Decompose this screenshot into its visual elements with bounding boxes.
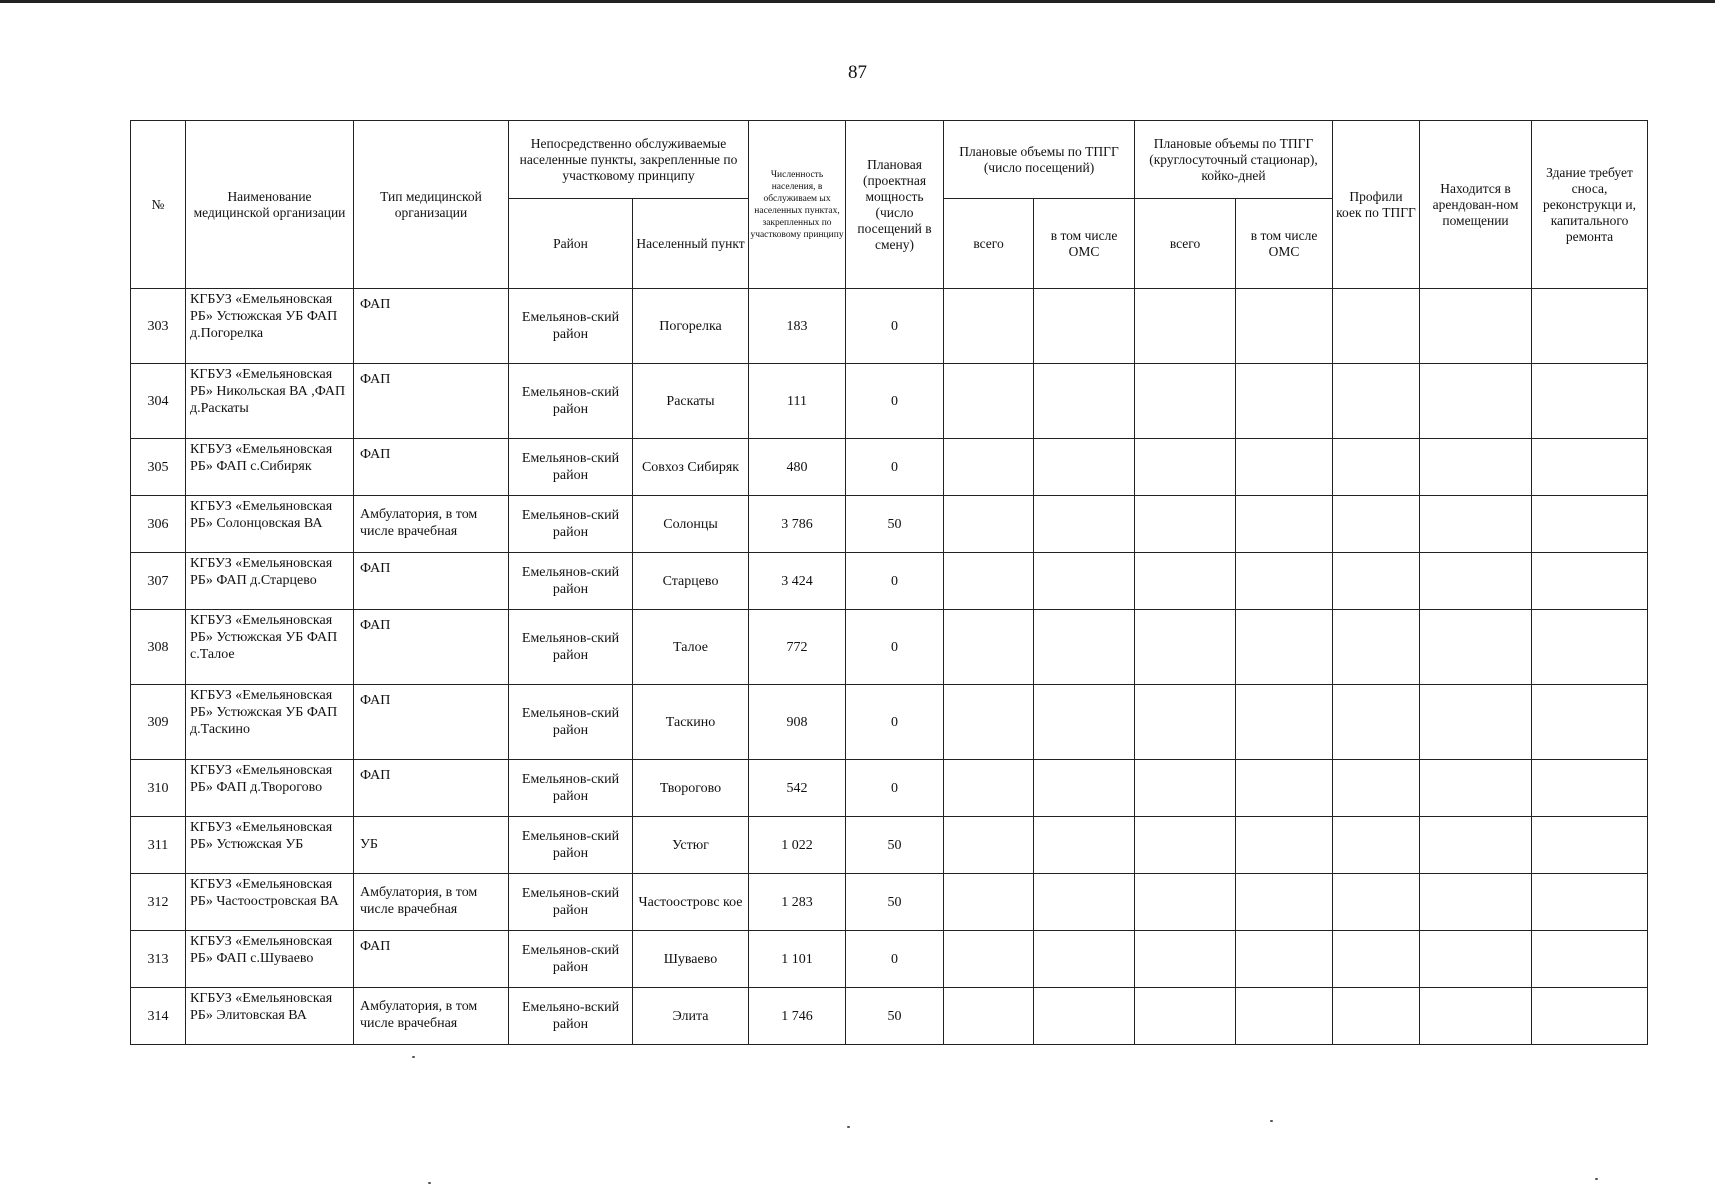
district: Емельянов-ский район	[509, 931, 633, 988]
table-row	[131, 685, 1648, 760]
row-num: 313	[131, 931, 186, 988]
header-visits-total: всего	[944, 199, 1034, 289]
org-type: УБ	[354, 817, 509, 874]
population: 111	[749, 364, 846, 439]
planned-capacity: 0	[846, 553, 944, 610]
district: Емельянов-ский район	[509, 439, 633, 496]
empty-cell	[1420, 610, 1532, 685]
medical-organizations-table	[130, 120, 1648, 1045]
row-num: 305	[131, 439, 186, 496]
settlement: Старцево	[633, 553, 749, 610]
empty-cell	[1420, 685, 1532, 760]
empty-cell	[1420, 553, 1532, 610]
district: Емельянов-ский район	[509, 874, 633, 931]
empty-cell	[1532, 685, 1648, 760]
empty-cell	[1034, 439, 1135, 496]
population: 772	[749, 610, 846, 685]
empty-cell	[1420, 760, 1532, 817]
row-num: 311	[131, 817, 186, 874]
district: Емельянов-ский район	[509, 760, 633, 817]
table-row	[131, 931, 1648, 988]
population: 1 022	[749, 817, 846, 874]
settlement: Раскаты	[633, 364, 749, 439]
settlement: Устюг	[633, 817, 749, 874]
row-num: 304	[131, 364, 186, 439]
header-org-type: Тип медицинской организации	[354, 121, 509, 289]
empty-cell	[1532, 439, 1648, 496]
district: Емельянов-ский район	[509, 553, 633, 610]
empty-cell	[1034, 289, 1135, 364]
empty-cell	[1135, 364, 1236, 439]
top-border-line	[0, 0, 1715, 3]
district: Емельянов-ский район	[509, 364, 633, 439]
empty-cell	[1236, 289, 1333, 364]
org-name: КГБУЗ «Емельяновская РБ» Частоостровская ВА	[186, 874, 354, 931]
settlement: Солонцы	[633, 496, 749, 553]
empty-cell	[1532, 817, 1648, 874]
org-type: ФАП	[354, 760, 509, 817]
row-num: 310	[131, 760, 186, 817]
empty-cell	[1135, 874, 1236, 931]
empty-cell	[944, 988, 1034, 1045]
planned-capacity: 0	[846, 610, 944, 685]
header-beds-oms: в том числе ОМС	[1236, 199, 1333, 289]
empty-cell	[1236, 760, 1333, 817]
header-num: №	[131, 121, 186, 289]
table-row	[131, 439, 1648, 496]
empty-cell	[944, 685, 1034, 760]
empty-cell	[1034, 988, 1135, 1045]
org-type: ФАП	[354, 439, 509, 496]
org-name: КГБУЗ «Емельяновская РБ» Устюжская УБ ФАП с.Талое	[186, 610, 354, 685]
empty-cell	[944, 553, 1034, 610]
empty-cell	[1420, 496, 1532, 553]
org-name: КГБУЗ «Емельяновская РБ» ФАП д.Творогово	[186, 760, 354, 817]
empty-cell	[1236, 496, 1333, 553]
empty-cell	[1135, 289, 1236, 364]
header-volumes-beds: Плановые объемы по ТПГГ (круглосуточный стационар), койко-дней	[1135, 121, 1333, 199]
empty-cell	[1532, 610, 1648, 685]
org-name: КГБУЗ «Емельяновская РБ» ФАП с.Сибиряк	[186, 439, 354, 496]
header-served-settlements: Непосредственно обслуживаемые населенные пункты, закрепленные по участковому принципу	[509, 121, 749, 199]
settlement: Шуваево	[633, 931, 749, 988]
scan-speck	[412, 1056, 415, 1058]
empty-cell	[1236, 685, 1333, 760]
page-number: 87	[848, 62, 867, 83]
empty-cell	[1034, 496, 1135, 553]
scan-speck	[847, 1126, 850, 1128]
row-num: 314	[131, 988, 186, 1045]
header-volumes-visits: Плановые объемы по ТПГГ (число посещений)	[944, 121, 1135, 199]
empty-cell	[1333, 988, 1420, 1045]
table-row	[131, 289, 1648, 364]
settlement: Элита	[633, 988, 749, 1045]
empty-cell	[1135, 496, 1236, 553]
org-type: Амбулатория, в том числе врачебная	[354, 496, 509, 553]
table-row	[131, 364, 1648, 439]
empty-cell	[1135, 817, 1236, 874]
table-row	[131, 988, 1648, 1045]
planned-capacity: 50	[846, 874, 944, 931]
empty-cell	[1135, 553, 1236, 610]
empty-cell	[1034, 685, 1135, 760]
table-body	[131, 289, 1648, 1045]
empty-cell	[1034, 610, 1135, 685]
org-name: КГБУЗ «Емельяновская РБ» Элитовская ВА	[186, 988, 354, 1045]
table-row	[131, 610, 1648, 685]
district: Емельянов-ский район	[509, 685, 633, 760]
empty-cell	[1333, 553, 1420, 610]
district: Емельянов-ский район	[509, 496, 633, 553]
empty-cell	[1034, 931, 1135, 988]
header-planned-capacity: Плановая (проектная мощность (число посещений в смену)	[846, 121, 944, 289]
header-bed-profiles: Профили коек по ТПГГ	[1333, 121, 1420, 289]
table-row	[131, 874, 1648, 931]
org-type: ФАП	[354, 610, 509, 685]
empty-cell	[1420, 439, 1532, 496]
header-district: Район	[509, 199, 633, 289]
population: 542	[749, 760, 846, 817]
population: 480	[749, 439, 846, 496]
empty-cell	[1532, 364, 1648, 439]
empty-cell	[1420, 988, 1532, 1045]
empty-cell	[944, 610, 1034, 685]
empty-cell	[1034, 364, 1135, 439]
org-name: КГБУЗ «Емельяновская РБ» ФАП д.Старцево	[186, 553, 354, 610]
table-row	[131, 553, 1648, 610]
org-type: Амбулатория, в том числе врачебная	[354, 988, 509, 1045]
district: Емельянов-ский район	[509, 817, 633, 874]
org-name: КГБУЗ «Емельяновская РБ» Устюжская УБ	[186, 817, 354, 874]
org-type: ФАП	[354, 931, 509, 988]
empty-cell	[944, 439, 1034, 496]
empty-cell	[944, 496, 1034, 553]
empty-cell	[1333, 874, 1420, 931]
empty-cell	[1420, 364, 1532, 439]
empty-cell	[944, 289, 1034, 364]
empty-cell	[1532, 988, 1648, 1045]
row-num: 308	[131, 610, 186, 685]
empty-cell	[944, 760, 1034, 817]
org-type: ФАП	[354, 553, 509, 610]
row-num: 303	[131, 289, 186, 364]
district: Емельянов-ский район	[509, 289, 633, 364]
table-row	[131, 760, 1648, 817]
header-org-name: Наименование медицинской организации	[186, 121, 354, 289]
org-name: КГБУЗ «Емельяновская РБ» Устюжская УБ ФАП д.Погорелка	[186, 289, 354, 364]
empty-cell	[1333, 685, 1420, 760]
empty-cell	[1135, 760, 1236, 817]
empty-cell	[1236, 874, 1333, 931]
empty-cell	[1532, 553, 1648, 610]
district: Емельяно-вский район	[509, 988, 633, 1045]
empty-cell	[1333, 760, 1420, 817]
empty-cell	[1135, 988, 1236, 1045]
empty-cell	[1420, 289, 1532, 364]
empty-cell	[1236, 553, 1333, 610]
table-header	[131, 121, 1648, 289]
empty-cell	[1333, 439, 1420, 496]
district: Емельянов-ский район	[509, 610, 633, 685]
row-num: 309	[131, 685, 186, 760]
header-demolition: Здание требует сноса, реконструкци и, капитального ремонта	[1532, 121, 1648, 289]
empty-cell	[1420, 874, 1532, 931]
org-type: Амбулатория, в том числе врачебная	[354, 874, 509, 931]
planned-capacity: 50	[846, 988, 944, 1045]
empty-cell	[944, 817, 1034, 874]
org-type: ФАП	[354, 685, 509, 760]
settlement: Таскино	[633, 685, 749, 760]
org-type: ФАП	[354, 364, 509, 439]
scan-speck	[1270, 1120, 1273, 1122]
empty-cell	[1135, 610, 1236, 685]
empty-cell	[1236, 439, 1333, 496]
org-name: КГБУЗ «Емельяновская РБ» Устюжская УБ ФАП д.Таскино	[186, 685, 354, 760]
header-visits-oms: в том числе ОМС	[1034, 199, 1135, 289]
settlement: Совхоз Сибиряк	[633, 439, 749, 496]
planned-capacity: 0	[846, 439, 944, 496]
empty-cell	[1034, 817, 1135, 874]
population: 908	[749, 685, 846, 760]
planned-capacity: 50	[846, 496, 944, 553]
empty-cell	[1135, 685, 1236, 760]
empty-cell	[1333, 289, 1420, 364]
scan-speck	[1595, 1178, 1598, 1180]
header-rented: Находится в арендован-ном помещении	[1420, 121, 1532, 289]
empty-cell	[1034, 553, 1135, 610]
org-name: КГБУЗ «Емельяновская РБ» ФАП с.Шуваево	[186, 931, 354, 988]
empty-cell	[944, 364, 1034, 439]
empty-cell	[1236, 817, 1333, 874]
row-num: 306	[131, 496, 186, 553]
row-num: 312	[131, 874, 186, 931]
org-type: ФАП	[354, 289, 509, 364]
empty-cell	[1236, 364, 1333, 439]
empty-cell	[1532, 874, 1648, 931]
empty-cell	[1333, 817, 1420, 874]
empty-cell	[1333, 610, 1420, 685]
population: 3 786	[749, 496, 846, 553]
planned-capacity: 0	[846, 685, 944, 760]
empty-cell	[1333, 364, 1420, 439]
empty-cell	[944, 931, 1034, 988]
settlement: Творогово	[633, 760, 749, 817]
planned-capacity: 0	[846, 760, 944, 817]
org-name: КГБУЗ «Емельяновская РБ» Солонцовская ВА	[186, 496, 354, 553]
empty-cell	[1135, 439, 1236, 496]
empty-cell	[1420, 931, 1532, 988]
population: 1 101	[749, 931, 846, 988]
empty-cell	[1333, 931, 1420, 988]
empty-cell	[1532, 496, 1648, 553]
planned-capacity: 0	[846, 364, 944, 439]
header-population: Численность населения, в обслуживаем ых населенных пунктах, закрепленных по участковому принципу	[749, 121, 846, 289]
table-row	[131, 496, 1648, 553]
planned-capacity: 0	[846, 931, 944, 988]
empty-cell	[1236, 610, 1333, 685]
population: 1 746	[749, 988, 846, 1045]
empty-cell	[1034, 760, 1135, 817]
empty-cell	[1532, 289, 1648, 364]
empty-cell	[1034, 874, 1135, 931]
table-row	[131, 817, 1648, 874]
header-beds-total: всего	[1135, 199, 1236, 289]
empty-cell	[1236, 988, 1333, 1045]
planned-capacity: 50	[846, 817, 944, 874]
population: 3 424	[749, 553, 846, 610]
empty-cell	[1333, 496, 1420, 553]
planned-capacity: 0	[846, 289, 944, 364]
empty-cell	[1236, 931, 1333, 988]
org-name: КГБУЗ «Емельяновская РБ» Никольская ВА ,ФАП д.Раскаты	[186, 364, 354, 439]
empty-cell	[1532, 931, 1648, 988]
settlement: Погорелка	[633, 289, 749, 364]
empty-cell	[1420, 817, 1532, 874]
population: 1 283	[749, 874, 846, 931]
empty-cell	[1532, 760, 1648, 817]
empty-cell	[944, 874, 1034, 931]
settlement: Частоостровс кое	[633, 874, 749, 931]
settlement: Талое	[633, 610, 749, 685]
population: 183	[749, 289, 846, 364]
row-num: 307	[131, 553, 186, 610]
empty-cell	[1135, 931, 1236, 988]
header-settlement: Населенный пункт	[633, 199, 749, 289]
scan-speck	[428, 1182, 431, 1184]
